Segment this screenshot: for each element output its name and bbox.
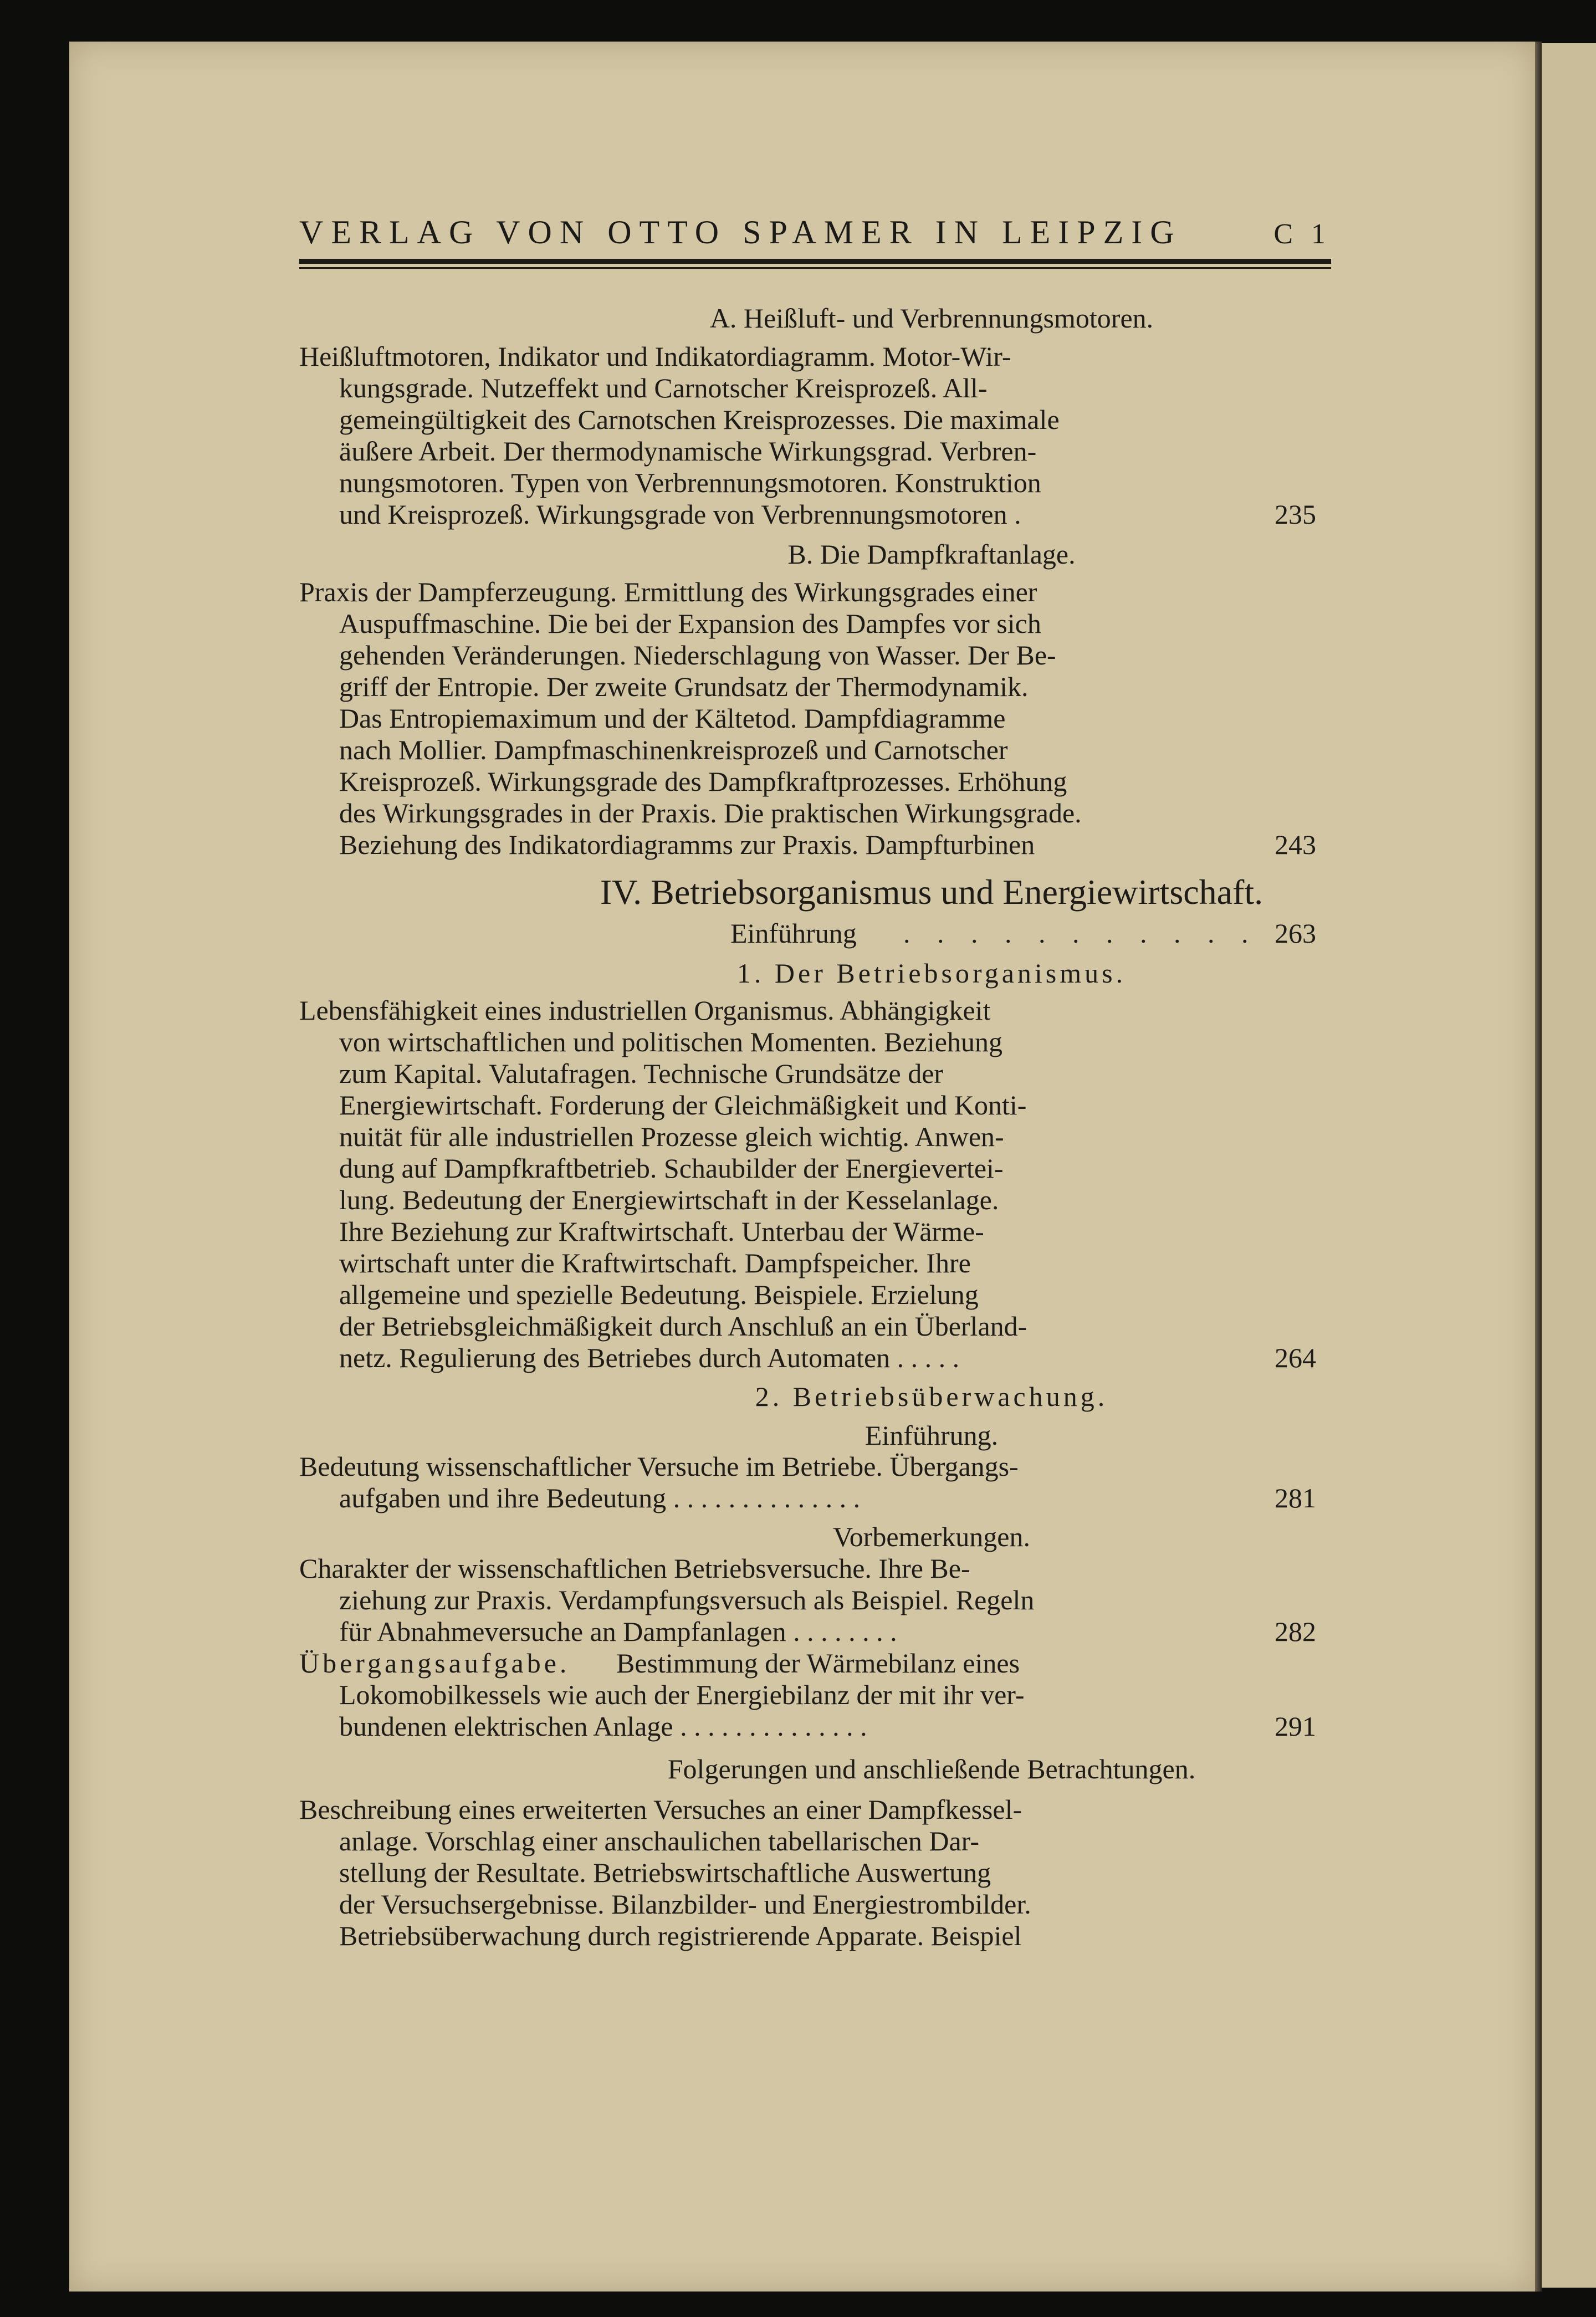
toc-line: Betriebsüberwachung durch registrierende Apparate. Beispiel <box>339 1920 1022 1951</box>
section-b-heading: B. Die Dampfkraftanlage. <box>787 539 1076 570</box>
toc-line: Bestimmung der Wärmebilanz eines <box>616 1648 1020 1679</box>
leader-dots: . . . . . . . . . . . <box>903 918 1259 949</box>
toc-line: nach Mollier. Dampfmaschinenkreisprozeß und Carnotscher <box>339 734 1008 765</box>
page-number: 235 <box>1275 499 1316 530</box>
toc-line: Ihre Beziehung zur Kraftwirtschaft. Unterbau der Wärme- <box>339 1216 984 1247</box>
spaced-lead: Übergangsaufgabe. <box>299 1648 570 1679</box>
toc-line: Bedeutung wissenschaftlicher Versuche im Betriebe. Übergangs- <box>299 1451 1019 1482</box>
toc-line: von wirtschaftlichen und politischen Momenten. Beziehung <box>339 1026 1002 1057</box>
toc-line: Charakter der wissenschaftlichen Betriebsversuche. Ihre Be- <box>299 1553 970 1584</box>
toc-line: der Versuchsergebnisse. Bilanzbilder- und Energiestrombilder. <box>339 1889 1031 1920</box>
toc-line: netz. Regulierung des Betriebes durch Automaten . . . . . <box>339 1342 960 1373</box>
page-number: 264 <box>1275 1342 1316 1373</box>
signature-mark: C 1 <box>1273 218 1331 250</box>
toc-line: kungsgrade. Nutzeffekt und Carnotscher Kreisprozeß. All- <box>339 372 988 403</box>
page-number: 291 <box>1275 1711 1316 1742</box>
toc-line: dung auf Dampfkraftbetrieb. Schaubilder der Energievertei- <box>339 1153 1004 1184</box>
publisher-header: VERLAG VON OTTO SPAMER IN LEIPZIG <box>299 214 1182 250</box>
section-2-heading: 2. Betriebsüberwachung. <box>755 1381 1108 1412</box>
toc-line: allgemeine und spezielle Bedeutung. Beispiele. Erzielung <box>339 1279 979 1310</box>
toc-line: gehenden Veränderungen. Niederschlagung von Wasser. Der Be- <box>339 640 1056 671</box>
page-number: 263 <box>1275 918 1316 949</box>
toc-line: äußere Arbeit. Der thermodynamische Wirkungsgrad. Verbren- <box>339 436 1037 467</box>
toc-line: bundenen elektrischen Anlage . . . . . . . . . . . . . . <box>339 1711 867 1742</box>
subsection-heading: Vorbemerkungen. <box>833 1521 1030 1552</box>
toc-line: anlage. Vorschlag einer anschaulichen tabellarischen Dar- <box>339 1825 979 1856</box>
subsection-heading: Einführung. <box>864 1420 999 1451</box>
toc-line: Das Entropiemaximum und der Kältetod. Dampfdiagramme <box>339 703 1006 734</box>
toc-line: zum Kapital. Valutafragen. Technische Grundsätze der <box>339 1058 944 1089</box>
toc-line: griff der Entropie. Der zweite Grundsatz der Thermodynamik. <box>339 671 1029 702</box>
toc-line: nuität für alle industriellen Prozesse gleich wichtig. Anwen- <box>339 1121 1004 1152</box>
toc-line: für Abnahmeversuche an Dampfanlagen . . . . . . . . <box>339 1616 897 1647</box>
toc-line: lung. Bedeutung der Energiewirtschaft in der Kesselanlage. <box>339 1184 999 1215</box>
header-rule-thin <box>299 267 1331 269</box>
toc-line: Energiewirtschaft. Forderung der Gleichmäßigkeit und Konti- <box>339 1090 1027 1121</box>
toc-line: des Wirkungsgrades in der Praxis. Die praktischen Wirkungsgrade. <box>339 797 1082 828</box>
header-rule <box>299 259 1331 264</box>
toc-line: Lokomobilkessels wie auch der Energiebilanz der mit ihr ver- <box>339 1679 1025 1710</box>
subsection-heading: Folgerungen und anschließende Betrachtungen. <box>667 1753 1196 1784</box>
toc-line: ziehung zur Praxis. Verdampfungsversuch als Beispiel. Regeln <box>339 1584 1035 1615</box>
page-number: 281 <box>1275 1482 1316 1513</box>
next-page-edge <box>1542 43 1596 2288</box>
toc-line: aufgaben und ihre Bedeutung . . . . . . . . . . . . . . <box>339 1482 861 1513</box>
toc-line: nungsmotoren. Typen von Verbrennungsmotoren. Konstruktion <box>339 467 1041 498</box>
toc-line: der Betriebsgleichmäßigkeit durch Anschluß an ein Überland- <box>339 1311 1027 1342</box>
toc-line: Beziehung des Indikatordiagramms zur Praxis. Dampfturbinen <box>339 829 1035 860</box>
toc-line: wirtschaft unter die Kraftwirtschaft. Dampfspeicher. Ihre <box>339 1247 971 1278</box>
toc-line: stellung der Resultate. Betriebswirtschaftliche Auswertung <box>339 1857 991 1888</box>
toc-line: Auspuffmaschine. Die bei der Expansion des Dampfes vor sich <box>339 608 1041 639</box>
chapter-iv-heading: IV. Betriebsorganismus und Energiewirtschaft. <box>600 872 1264 912</box>
intro-entry: Einführung <box>730 918 857 949</box>
toc-line: Praxis der Dampferzeugung. Ermittlung des Wirkungsgrades einer <box>299 576 1037 607</box>
toc-line: gemeingültigkeit des Carnotschen Kreisprozesses. Die maximale <box>339 404 1060 435</box>
toc-line: Kreisprozeß. Wirkungsgrade des Dampfkraftprozesses. Erhöhung <box>339 766 1067 797</box>
section-a-heading: A. Heißluft- und Verbrennungsmotoren. <box>709 303 1154 334</box>
toc-line: Lebensfähigkeit eines industriellen Organismus. Abhängigkeit <box>299 995 991 1026</box>
toc-line: Beschreibung eines erweiterten Versuches an einer Dampfkessel- <box>299 1794 1022 1825</box>
toc-line: und Kreisprozeß. Wirkungsgrade von Verbrennungsmotoren . <box>339 499 1021 530</box>
toc-line: Heißluftmotoren, Indikator und Indikatordiagramm. Motor-Wir- <box>299 341 1011 372</box>
running-header <box>299 213 1331 252</box>
page-fold <box>1535 42 1542 2292</box>
page-number: 243 <box>1275 829 1316 860</box>
page-number: 282 <box>1275 1616 1316 1647</box>
section-1-heading: 1. Der Betriebsorganismus. <box>736 958 1127 989</box>
